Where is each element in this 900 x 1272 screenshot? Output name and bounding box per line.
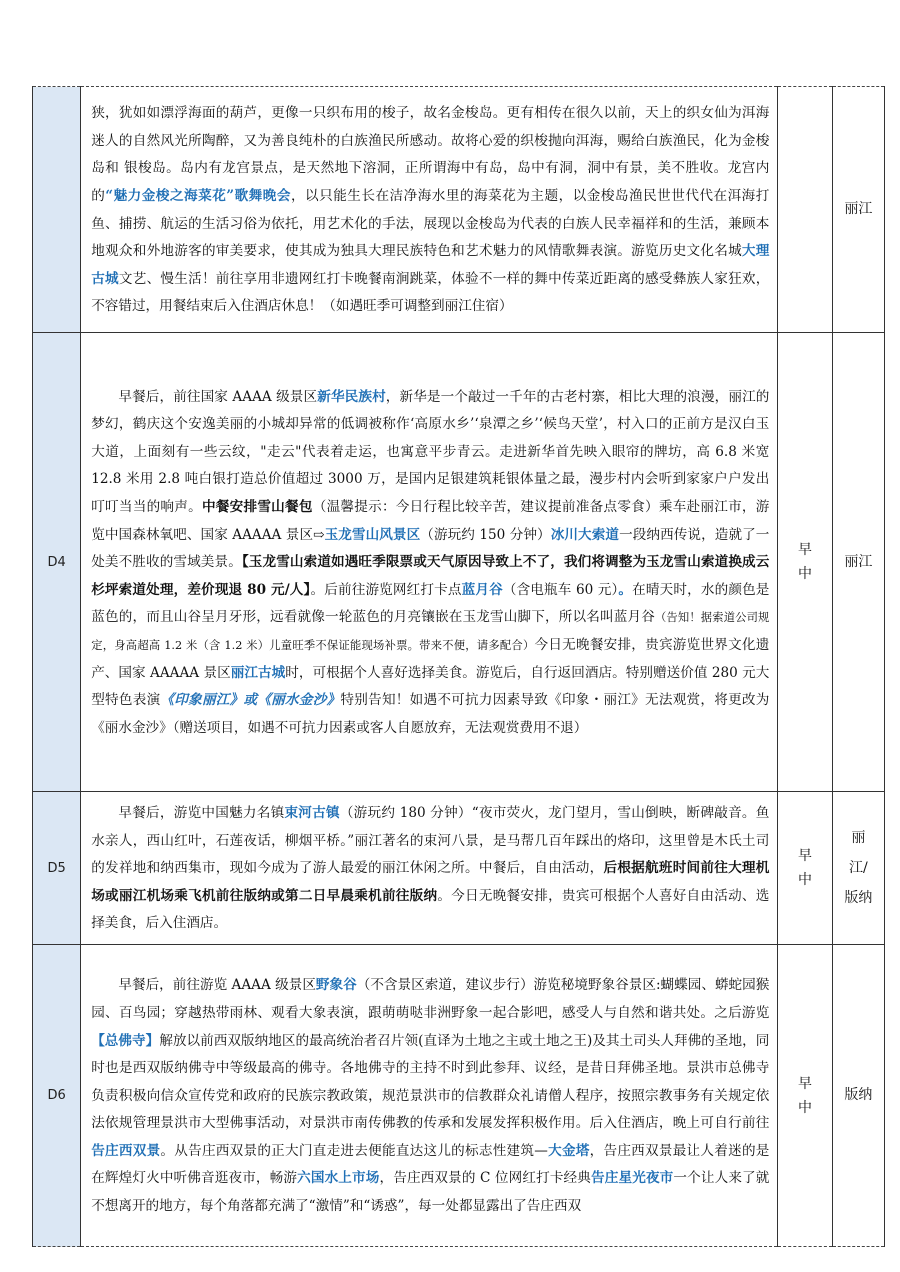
itinerary-row xyxy=(33,945,885,1247)
itinerary-row xyxy=(33,87,885,333)
text-segment: （游玩约 180 分钟）“夜市荧火，龙门望月，雪山倒映，断碑敲音。鱼水亲人，西山红叶，石莲夜话，柳烟平桥。”丽江著名的束河八景，是马帮几百年踩出的烙印，这里曾是木氏土司的发祥地和纳西集市，现如今成为了游人最爱的丽江休闲之所。中餐后，自由活动， xyxy=(91,805,770,877)
meal-cell xyxy=(778,87,832,333)
text-segment: （游玩约 150 分钟） xyxy=(420,526,551,543)
highlight-wild-elephant-valley: 野象谷 xyxy=(315,977,357,994)
bold-cableway-notice: 【玉龙雪山索道如遇旺季限票或天气原因导致上不了，我们将调整为玉龙雪山索道换成云杉坪索道处理，差价现退 80 元/人】 xyxy=(91,554,770,598)
text-segment: 一个让人来了就不想离开的地方，每个角落都充满了“激情”和“诱惑”，每一处都显露出了告庄西双 xyxy=(91,1170,770,1215)
text-segment: （温馨提示：今日行程比较辛苦，建议提前准备点零食）乘车赴丽江市，游览中国森林氧吧、国家 AAAAA 景区⇨ xyxy=(91,499,770,543)
highlight-xinhua-village: 新华民族村 xyxy=(317,388,386,405)
text-segment: 特别告知！如遇不可抗力因素导致《印象・丽江》无法观赏，将更改为《丽水金沙》（赠送项目，如遇不可抗力因素或客人自愿放弃，无法观赏费用不退） xyxy=(91,692,770,736)
text-segment: 。今日无晚餐安排，贵宾可根据个人喜好自由活动、选择美食，后入住酒店。 xyxy=(91,887,770,932)
highlight-jade-dragon: 玉龙雪山风景区 xyxy=(324,526,421,543)
text-segment: （不含景区索道，建议步行）游览秘境野象谷景区:蝴蝶园、蟒蛇园猴园、百鸟园；穿越热带雨林、观看大象表演，跟萌萌哒非洲野象一起合影吧，感受人与自然和谐共处。之后游览 xyxy=(91,977,770,1021)
meal-cell xyxy=(778,333,832,792)
text-segment: 早餐后，游览中国魅力名镇 xyxy=(118,805,285,822)
highlight-main-temple: 【总佛寺】 xyxy=(91,1032,160,1049)
itinerary-row xyxy=(33,792,885,945)
text-segment: ，以只能生长在洁净海水里的海菜花为主题，以金梭岛渔民世世代代在洱海打鱼、捕捞、航运的生活习俗为依托，用艺术化的手法，展现以金梭岛为代表的白族人民幸福祥和的生活，兼顾本地观众和外地游客的审美要求，使其成为独具大理民族特色和艺术魅力的风情歌舞表演。游览历史文化名城 xyxy=(91,187,770,260)
highlight-lijiang-old-town: 丽江古城 xyxy=(230,664,286,681)
day-description xyxy=(81,333,778,792)
highlight-shuhe-town: 束河古镇 xyxy=(284,805,340,822)
highlight-dali-old-town: 大理古城 xyxy=(91,243,770,287)
text-segment: 早餐后，前往国家 AAAA 级景区 xyxy=(118,388,318,405)
day-cell: D5 xyxy=(33,792,81,945)
meal-label: 早中 xyxy=(798,1075,813,1116)
highlight-night-market: 告庄星光夜市 xyxy=(591,1170,674,1187)
highlight-gaozhuang: 告庄西双景 xyxy=(91,1142,161,1159)
text-segment: 文艺、慢生活！前往享用非遗网红打卡晚餐南涧跳菜，体验不一样的舞中传菜近距离的感受彝族人家狂欢，不容错过，用餐结束后入住酒店休息！（如遇旺季可调整到丽江住宿） xyxy=(91,270,770,315)
city-cell xyxy=(832,792,884,945)
text-segment: ，告庄西双景的 C 位网红打卡经典 xyxy=(379,1170,592,1187)
meal-label: 早中 xyxy=(798,848,813,888)
day-cell xyxy=(33,87,81,333)
text-segment: 今日无晚餐安排，贵宾游览世界文化遗产、国家 AAAAA 景区 xyxy=(91,636,770,681)
highlight-shows: 《印象丽江》或《丽水金沙》 xyxy=(160,692,341,709)
day-description xyxy=(81,87,778,333)
city-cell: 丽江 xyxy=(832,333,884,792)
day-cell: D6 xyxy=(33,945,81,1247)
meal-cell xyxy=(778,945,832,1247)
text-segment: ，新华是一个敲过一千年的古老村寨，相比大理的浪漫，丽江的梦幻，鹤庆这个安逸美丽的小城却异常的低调被称作‘高原水乡’‘泉潭之乡’‘候鸟天堂’，村入口的正前方是汉白玉大道，上面刻有一些云纹，"走云"代表着走运，也寓意平步青云。走进新华首先映入眼帘的牌坊，高 6.8 米宽 12.8 米用 2.8 吨白银打造总价值超过 3000 万，是国内足银建筑耗银体量之最，漫步村内会听到家家户户发出叮叮当当的响声。 xyxy=(91,388,770,516)
day-description xyxy=(81,945,778,1247)
text-segment: 在晴天时，水的颜色是蓝色的，而且山谷呈月牙形，远看就像一轮蓝色的月亮镶嵌在玉龙雪山脚下，所以名叫蓝月谷 xyxy=(91,581,770,626)
highlight-water-market: 六国水上市场 xyxy=(297,1170,380,1187)
highlight-glacier-cableway: 冰川大索道 xyxy=(550,526,620,543)
text-segment: 时，可根据个人喜好选择美食。游览后，自行返回酒店。特别赠送价值 280 元大型特色表演 xyxy=(91,664,770,709)
itinerary-row xyxy=(33,333,885,792)
text-segment: 解放以前西双版纳地区的最高统治者召片领(直译为土地之主或土地之王)及其土司头人拜佛的圣地，同时也是西双版纳佛寺中等级最高的佛寺。各地佛寺的主持不时到此参拜、议经，是昔日拜佛圣地。景洪市总佛寺负责积极向信众宣传党和政府的民族宗教政策，规范景洪市的信教群众礼请僧人程序，按照宗教事务有关规定依法依规管理景洪市大型佛事活动，对景洪市南传佛教的传承和发展发挥积极作用。后入住酒店，晚上可自行前往 xyxy=(91,1032,770,1132)
meal-label: 早中 xyxy=(798,542,813,582)
text-segment: 狭，犹如如漂浮海面的葫芦，更像一只织布用的梭子，故名金梭岛。更有相传在很久以前，天上的织女仙为洱海迷人的自然风光所陶醉，又为善良纯朴的白族渔民所感动。故将心爱的织梭抛向洱海，赐给白族渔民，化为金梭岛和 银梭岛。岛内有龙宫景点，是天然地下溶洞，正所谓海中有岛，岛中有洞，洞中有景，美不胜收。龙宫内的 xyxy=(91,105,770,204)
itinerary-table xyxy=(32,86,885,1247)
text-segment: 。后前往游览网红打卡点 xyxy=(310,581,462,598)
bold-lunch-note: 中餐安排雪山餐包 xyxy=(201,499,313,516)
text-segment: 。从告庄西双景的正大门直走进去便能直达这儿的标志性建筑— xyxy=(160,1142,548,1159)
day-cell: D4 xyxy=(33,333,81,792)
city-cell: 丽江 xyxy=(832,87,884,333)
text-segment: 早餐后，前往游览 AAAA 级景区 xyxy=(118,977,316,994)
highlight-golden-pagoda: 大金塔 xyxy=(547,1142,590,1159)
highlight-blue-moon-valley: 蓝月谷 xyxy=(461,581,503,598)
text-segment: ，告庄西双景最让人着迷的是在辉煌灯火中听佛音逛夜市，畅游 xyxy=(91,1142,770,1187)
bold-flight-note: 后根据航班时间前往大理机场或丽江机场乘飞机前往版纳或第二日早晨乘机前往版纳 xyxy=(91,860,770,904)
highlight-show-name: “魅力金梭之海菜花”歌舞晚会 xyxy=(105,187,291,204)
small-notice: （告知！据索道公司规定，身高超高 1.2 米（含 1.2 米）儿童旺季不保证能现场补票。带来不便，请多配合） xyxy=(91,611,770,652)
meal-cell xyxy=(778,792,832,945)
text-segment: 一段纳西传说，造就了一处美不胜收的雪域美景。 xyxy=(91,526,770,571)
day-description xyxy=(81,792,778,945)
highlight-period: 。 xyxy=(618,581,633,598)
city-cell: 版纳 xyxy=(832,945,884,1247)
city-label: 丽江/版纳 xyxy=(844,830,873,906)
text-segment: （含电瓶车 60 元） xyxy=(502,581,619,598)
